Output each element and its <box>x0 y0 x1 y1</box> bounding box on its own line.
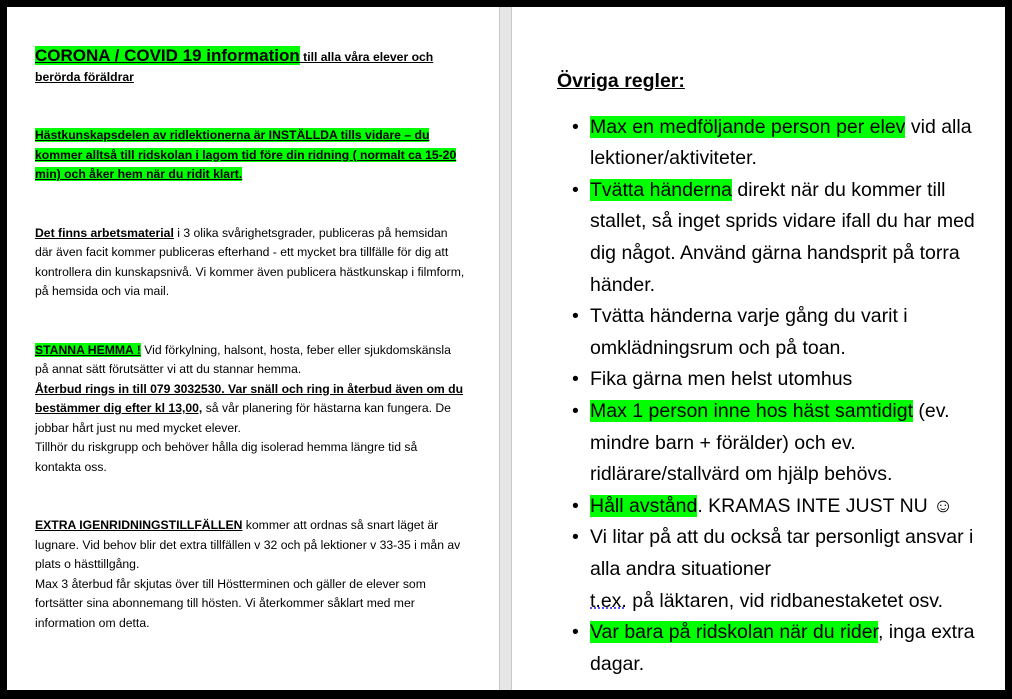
rules-list <box>557 112 987 681</box>
title-subtitle: till alla våra elever och berörda föräldrar <box>35 50 434 84</box>
aterbud-host-text: Max 3 återbud får skjutas över till Höstterminen och gäller de elever som fortsätter sina abonnemang till hösten. Vi återkommer såklart med mer information om detta. <box>35 576 426 630</box>
bullet-icon: • <box>572 399 579 422</box>
list-item: • Håll avstånd. KRAMAS INTE JUST NU ☺ <box>557 491 987 523</box>
bullet-icon: • <box>572 305 579 328</box>
right-page <box>557 66 987 680</box>
paragraph-igenridning <box>35 516 465 633</box>
title-paragraph <box>35 46 465 87</box>
rules-heading: Övriga regler: <box>557 70 685 92</box>
igenridning-text: kommer att ordnas så snart läget är lugnare. Vid behov blir det extra tillfällen v 32 och på lektioner v 33-35 i mån av plats o hästtillgång. <box>35 518 461 571</box>
bullet-icon: • <box>572 368 579 391</box>
paragraph-hastkunskap <box>35 126 465 185</box>
arbetsmaterial-text: i 3 olika svårighetsgrader, publiceras på hemsidan där även facit kommer publiceras efterhand - ett mycket bra tillfälle för dig att kontrollera din kunskapsnivå. Vi kommer även publicera hästkunskap i filmform, på hemsida och via mail. <box>35 225 465 298</box>
stanna-hemma-text: Vid förkylning, halsont, hosta, feber eller sjukdomskänsla på annat sätt förutsätter vi att du stannar hemma. <box>35 342 451 376</box>
left-page <box>35 46 465 653</box>
riskgrupp-text: Tillhör du riskgrupp och behöver hålla dig isolerad hemma längre tid så kontakta oss. <box>35 440 418 474</box>
list-item: • Max 1 person inne hos häst samtidigt (ev. mindre barn + förälder) och ev. ridlärare/stallvärd om hjälp behövs. <box>557 396 987 491</box>
paragraph-hastkunskap-text: Hästkunskapsdelen av ridlektionerna är INSTÄLLDA tills vidare – du kommer alltså till ridskolan i lagom tid före din ridning ( normalt ca 15-20 min) och åker hem när du ridit klart. <box>35 128 457 181</box>
paragraph-arbetsmaterial <box>35 224 465 302</box>
bullet-icon: • <box>572 494 579 517</box>
page-gutter <box>499 7 512 690</box>
bullet-icon: • <box>572 178 579 201</box>
igenridning-lead: EXTRA IGENRIDNINGSTILLFÄLLEN <box>35 518 243 532</box>
spellcheck-word: t.ex. <box>590 589 627 612</box>
stanna-hemma-lead: STANNA HEMMA ! <box>35 342 141 357</box>
bullet-icon: • <box>572 621 579 644</box>
list-item: • Tvätta händerna varje gång du varit i omklädningsrum och på toan. <box>557 301 987 364</box>
list-item: • Fika gärna men helst utomhus <box>557 364 987 396</box>
list-item: • Var bara på ridskolan när du rider, inga extra dagar. <box>557 617 987 680</box>
bullet-icon: • <box>572 115 579 138</box>
list-item: • Max en medföljande person per elev vid alla lektioner/aktiviteter. <box>557 112 987 175</box>
list-item: • Vi litar på att du också tar personligt ansvar i alla andra situationer t.ex. på läktaren, vid ridbanestaketet osv. <box>557 522 987 617</box>
list-item: • Tvätta händerna direkt när du kommer till stallet, så inget sprids vidare ifall du har med dig något. Använd gärna handsprit på torra händer. <box>557 175 987 301</box>
page-title: CORONA / COVID 19 information <box>35 46 300 65</box>
aterbud-text: så vår planering för hästarna kan fungera. De jobbar hårt just nu med mycket elever. <box>35 401 451 435</box>
paragraph-stanna-hemma <box>35 341 465 478</box>
bullet-icon: • <box>572 526 579 549</box>
aterbud-bold: Återbud rings in till 079 3032530. Var snäll och ring in återbud även om du bestämmer dig efter kl 13,00, <box>35 381 464 415</box>
arbetsmaterial-lead: Det finns arbetsmaterial <box>35 225 174 240</box>
